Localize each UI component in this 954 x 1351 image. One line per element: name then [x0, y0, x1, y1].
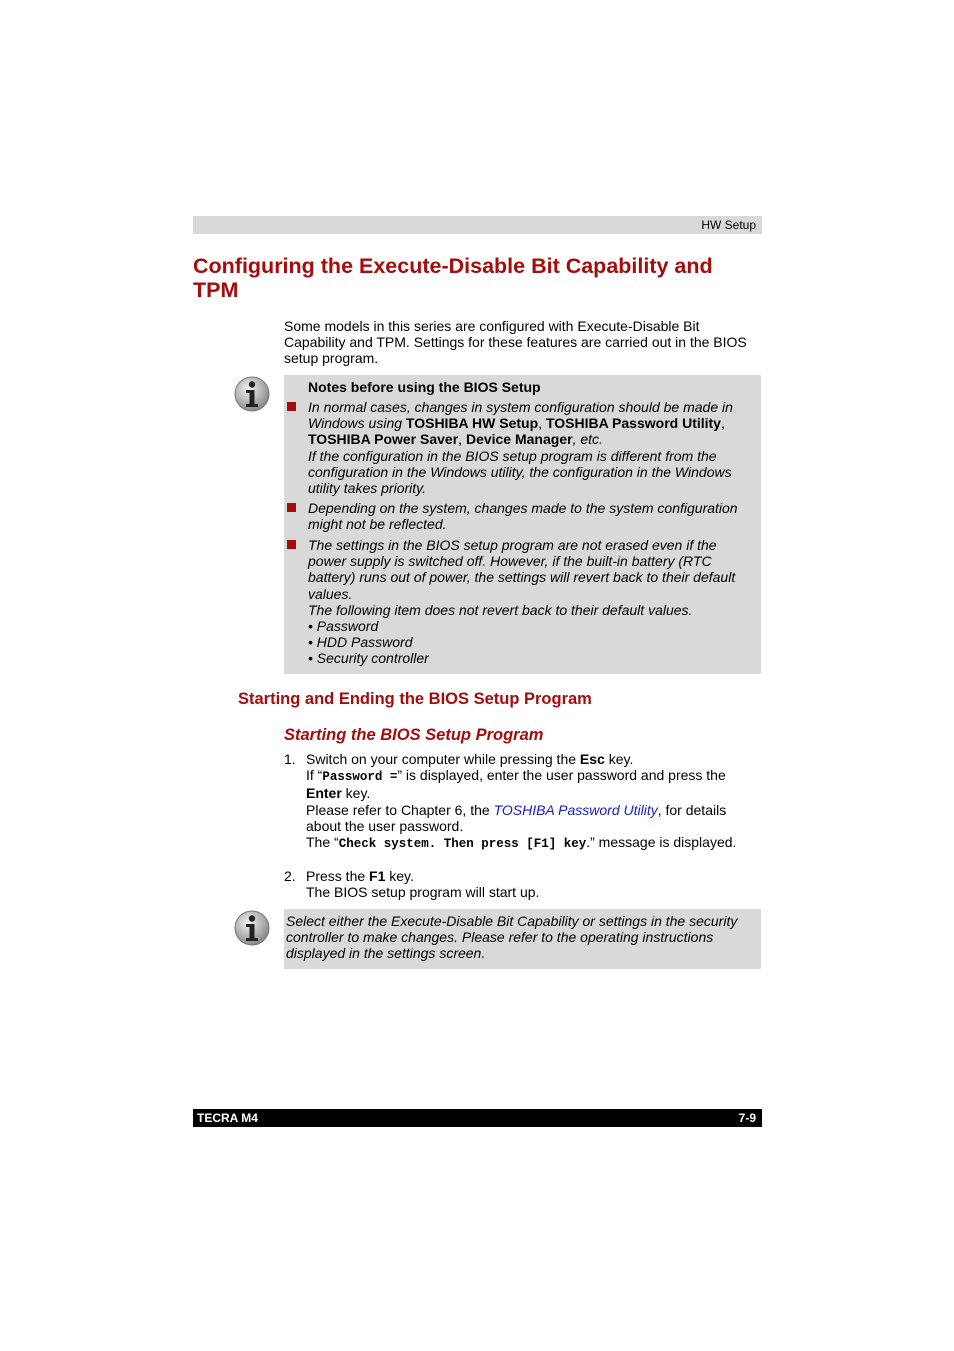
step-text: Please refer to Chapter 6, the [306, 801, 494, 818]
note-b1-text-a: In normal cases, changes in system configuration should be made in Windows using [308, 399, 733, 432]
footer-page-number: 7-9 [738, 1111, 756, 1125]
note-b1-comma-1: , [538, 415, 546, 432]
list-item: • HDD Password [308, 634, 413, 651]
note-b1-password-utility: TOSHIBA Password Utility [545, 415, 721, 432]
note-bullet-1 [308, 399, 753, 496]
bullet-square-icon [287, 402, 296, 411]
enter-key-label: Enter [306, 785, 342, 802]
note-bullet-2: Depending on the system, changes made to the system configuration might not be reflected. [308, 500, 738, 533]
note-b3-text-b: The following item does not revert back to their default values. [308, 601, 693, 618]
note-b1-comma-2: , [720, 415, 725, 432]
step-text: .” message is displayed. [586, 834, 737, 851]
step-text: , for details about the user password. [306, 801, 727, 834]
step-1-number: 1. [284, 751, 296, 767]
step-1-line-3 [306, 802, 756, 834]
esc-key-label: Esc [579, 751, 605, 767]
list-item: • Password [308, 618, 379, 635]
step-text: key. [385, 868, 414, 884]
step-2 [306, 868, 756, 900]
password-prompt-code: Password = [322, 770, 398, 785]
step-2-line-1 [306, 868, 756, 884]
notes-heading: Notes before using the BIOS Setup [308, 379, 541, 395]
section-heading: Starting and Ending the BIOS Setup Program [238, 690, 592, 708]
password-utility-link[interactable]: TOSHIBA Password Utility [493, 801, 658, 818]
subsection-heading: Starting the BIOS Setup Program [284, 726, 544, 744]
info-icon [233, 909, 271, 947]
step-2-number: 2. [284, 868, 296, 884]
step-1-line-2 [306, 767, 756, 801]
step-1-line-4 [306, 834, 756, 852]
page-title: Configuring the Execute-Disable Bit Capability and TPM [193, 254, 713, 302]
note-b1-device-manager: Device Manager [465, 431, 573, 448]
note-bullet-3 [308, 537, 753, 667]
step-text: The “ [306, 834, 339, 851]
step-2-line-2: The BIOS setup program will start up. [306, 884, 540, 901]
note-b1-text-b: If the configuration in the BIOS setup program is different from the configuration in the Windows utility, the configuration in the Windows utility takes priority. [308, 447, 732, 497]
note-b1-power-saver: TOSHIBA Power Saver [308, 431, 459, 448]
step-1-line-1 [306, 751, 756, 767]
note-box-2 [284, 909, 761, 969]
intro-paragraph: Some models in this series are configured with Execute-Disable Bit Capability and TPM. Settings for these features are carried out in the BIOS setup program. [284, 318, 747, 367]
step-text: key. [604, 751, 634, 767]
header-section-label: HW Setup [701, 218, 756, 232]
step-text: Switch on your computer while pressing the [306, 751, 580, 767]
step-text: ” is displayed, enter the user password and press the [397, 767, 726, 784]
bullet-square-icon [287, 503, 296, 512]
bullet-square-icon [287, 540, 296, 549]
f1-key-label: F1 [369, 868, 386, 884]
note-b1-etc: , etc. [572, 431, 603, 448]
step-text: If “ [306, 767, 323, 784]
list-item: • Security controller [308, 650, 429, 667]
footer-model: TECRA M4 [197, 1111, 258, 1125]
page-footer-bar [193, 1109, 762, 1127]
step-1 [306, 751, 756, 852]
info-icon [233, 375, 271, 413]
check-system-message-code: Check system. Then press [F1] key [338, 837, 587, 852]
note-b3-text-a: The settings in the BIOS setup program are not erased even if the power supply is switched off. However, if the built-in battery (RTC battery) runs out of power, the settings will revert back to their default values. [308, 537, 736, 602]
note-2-text: Select either the Execute-Disable Bit Capability or settings in the security controller to make changes. Please refer to the operating instructions displayed in the settings screen. [286, 913, 738, 962]
step-text: Press the [306, 868, 370, 884]
page-header-bar [193, 216, 762, 234]
notes-box [284, 375, 761, 674]
note-b1-hw-setup: TOSHIBA HW Setup [405, 415, 539, 432]
step-text: key. [341, 785, 371, 802]
note-b1-comma-3: , [458, 431, 466, 448]
